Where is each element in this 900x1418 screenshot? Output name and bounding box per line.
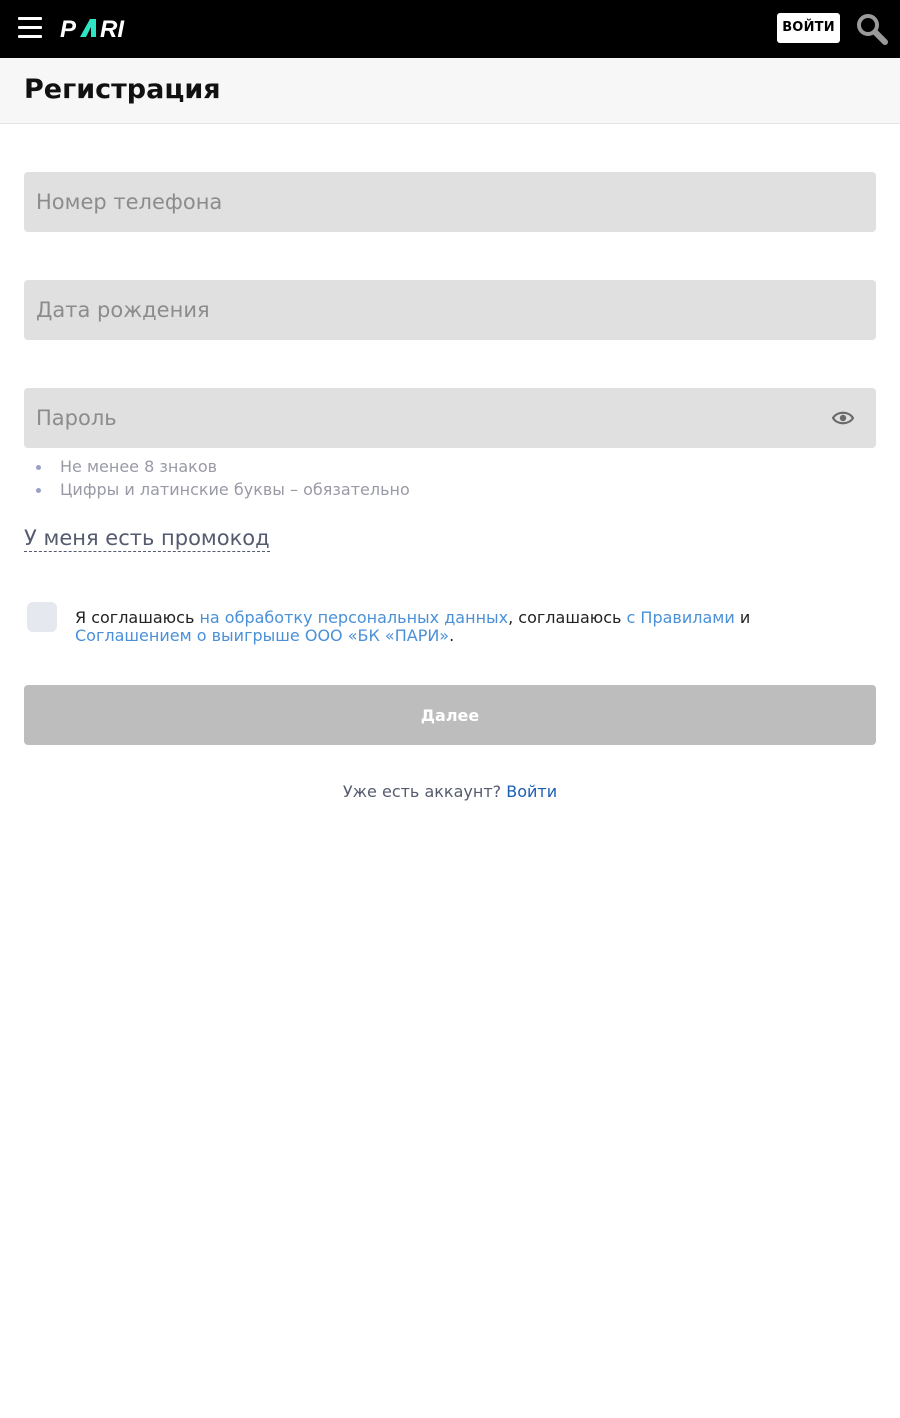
page-title: Регистрация: [24, 74, 221, 105]
login-link[interactable]: Войти: [506, 782, 558, 801]
password-input[interactable]: [24, 388, 876, 448]
password-hints: [36, 455, 410, 501]
page-header: [0, 58, 900, 124]
top-bar: [0, 0, 900, 58]
next-button[interactable]: Далее: [24, 685, 876, 745]
password-field: [24, 388, 876, 448]
pari-logo[interactable]: [60, 15, 156, 41]
birthdate-input[interactable]: [24, 280, 876, 340]
eye-icon[interactable]: [832, 408, 854, 428]
birthdate-field: [24, 280, 876, 340]
agreement-text-and: и: [734, 608, 751, 627]
personal-data-link[interactable]: на обработку персональных данных: [199, 608, 509, 627]
account-question: Уже есть аккаунт?: [342, 782, 502, 801]
search-icon[interactable]: [855, 12, 889, 46]
agreement-text-start: Я соглашаюсь: [75, 608, 200, 627]
agreement-text-middle: , соглашаюсь: [508, 608, 627, 627]
agreement-checkbox[interactable]: [27, 602, 57, 632]
svg-text:RI: RI: [100, 16, 124, 41]
rules-link[interactable]: с Правилами: [626, 608, 735, 627]
svg-text:P: P: [60, 16, 77, 41]
header-login-button[interactable]: ВОЙТИ: [777, 13, 840, 43]
agreement-text-end: .: [449, 626, 455, 645]
hamburger-menu-icon[interactable]: [18, 17, 42, 39]
promo-code-link[interactable]: У меня есть промокод: [24, 526, 270, 550]
win-agreement-link[interactable]: Соглашением о выигрыше ООО «БК «ПАРИ»: [75, 626, 450, 645]
password-hint-chars: Цифры и латинские буквы – обязательно: [36, 478, 410, 501]
phone-input[interactable]: [24, 172, 876, 232]
password-hint-length: Не менее 8 знаков: [36, 455, 410, 478]
agreement-text: [75, 609, 855, 645]
account-prompt: [0, 782, 900, 801]
phone-field: [24, 172, 876, 232]
